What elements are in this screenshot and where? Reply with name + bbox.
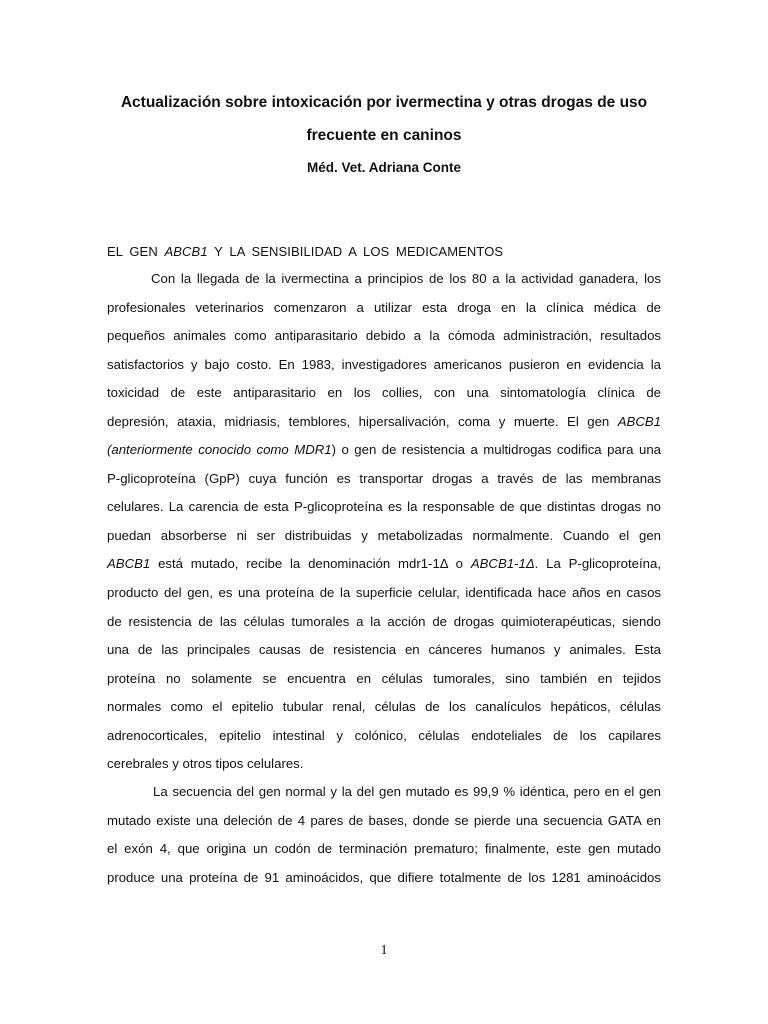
text-run: está mutado, recibe la denominación mdr1-1Δ o [150,556,471,572]
paragraph-line: toxicidad de este antiparasitario en los collies, con una sintomatología clínica de [107,385,661,401]
paragraph-line: pequeños animales como antiparasitario debido a la cómoda administración, resultados [107,328,661,344]
paragraph-line: La secuencia del gen normal y la del gen mutado es 99,9 % idéntica, pero en el gen [153,784,661,799]
section-heading [107,243,503,261]
text-run: . La P-glicoproteína, [534,556,661,572]
gene-name: ABCB1-1Δ [470,556,535,572]
paragraph-line: el exón 4, que origina un codón de terminación prematuro; finalmente, este gen mutado [107,841,661,857]
gene-name: ABCB1 [107,556,151,572]
paragraph-line [107,436,661,465]
paragraph-line: celulares. La carencia de esta P-glicoproteína es la responsable de que distintas drogas no [107,499,661,515]
paragraph-line: proteína no solamente se encuentra en células tumorales, sino también en tejidos [107,670,661,686]
paragraph-line: satisfactorios y bajo costo. En 1983, investigadores americanos pusieron en evidencia la [107,356,661,372]
paragraph-line: P-glicoproteína (GpP) cuya función es transportar drogas a través de las membranas [107,470,661,486]
paragraph-1 [107,265,661,779]
paragraph-line: adrenocorticales, epitelio intestinal y colónico, células endoteliales de los capilares [107,727,661,743]
title-line-2: frecuente en caninos [306,127,462,144]
paragraph-line: una de las principales causas de resistencia en cánceres humanos y animales. Esta [107,642,661,658]
author: Méd. Vet. Adriana Conte [306,160,462,175]
text-run: ) o gen de resistencia a multidrogas codifica para una [331,442,661,458]
text-run: depresión, ataxia, midriasis, temblores, hipersalivación, coma y muerte. El gen [107,413,618,429]
section-heading-after: Y LA SENSIBILIDAD A LOS MEDICAMENTOS [207,244,504,259]
page-number: 1 [380,943,388,958]
paragraph-line: mutado existe una deleción de 4 pares de bases, donde se pierde una secuencia GATA en [107,812,661,828]
paragraph-2 [107,778,661,892]
paragraph-line [107,408,661,437]
paragraph-line [107,550,661,579]
paragraph-line: de resistencia de las células tumorales a la acción de drogas quimioterapéuticas, siendo [107,613,661,629]
paragraph-line: producto del gen, es una proteína de la superficie celular, identificada hace años en casos [107,585,661,601]
gene-name: ABCB1 [617,413,661,429]
section-heading-gene: ABCB1 [164,244,208,259]
paragraph-line: Con la llegada de la ivermectina a principios de los 80 a la actividad ganadera, los [151,271,661,286]
paragraph-line: cerebrales y otros tipos celulares. [107,756,304,772]
paragraph-line: normales como el epitelio tubular renal, células de los canalículos hepáticos, células [107,699,661,715]
paragraph-line: profesionales veterinarios comenzaron a utilizar esta droga en la clínica médica de [107,299,661,315]
title-line-1: Actualización sobre intoxicación por ivermectina y otras drogas de uso [120,94,648,111]
italic-run: (anteriormente conocido como MDR1 [107,442,332,458]
paragraph-line: produce una proteína de 91 aminoácidos, que difiere totalmente de los 1281 aminoácidos [107,869,661,885]
paragraph-line: puedan absorberse ni ser distribuidas y metabolizadas normalmente. Cuando el gen [107,527,661,543]
section-heading-before: EL GEN [107,244,165,259]
